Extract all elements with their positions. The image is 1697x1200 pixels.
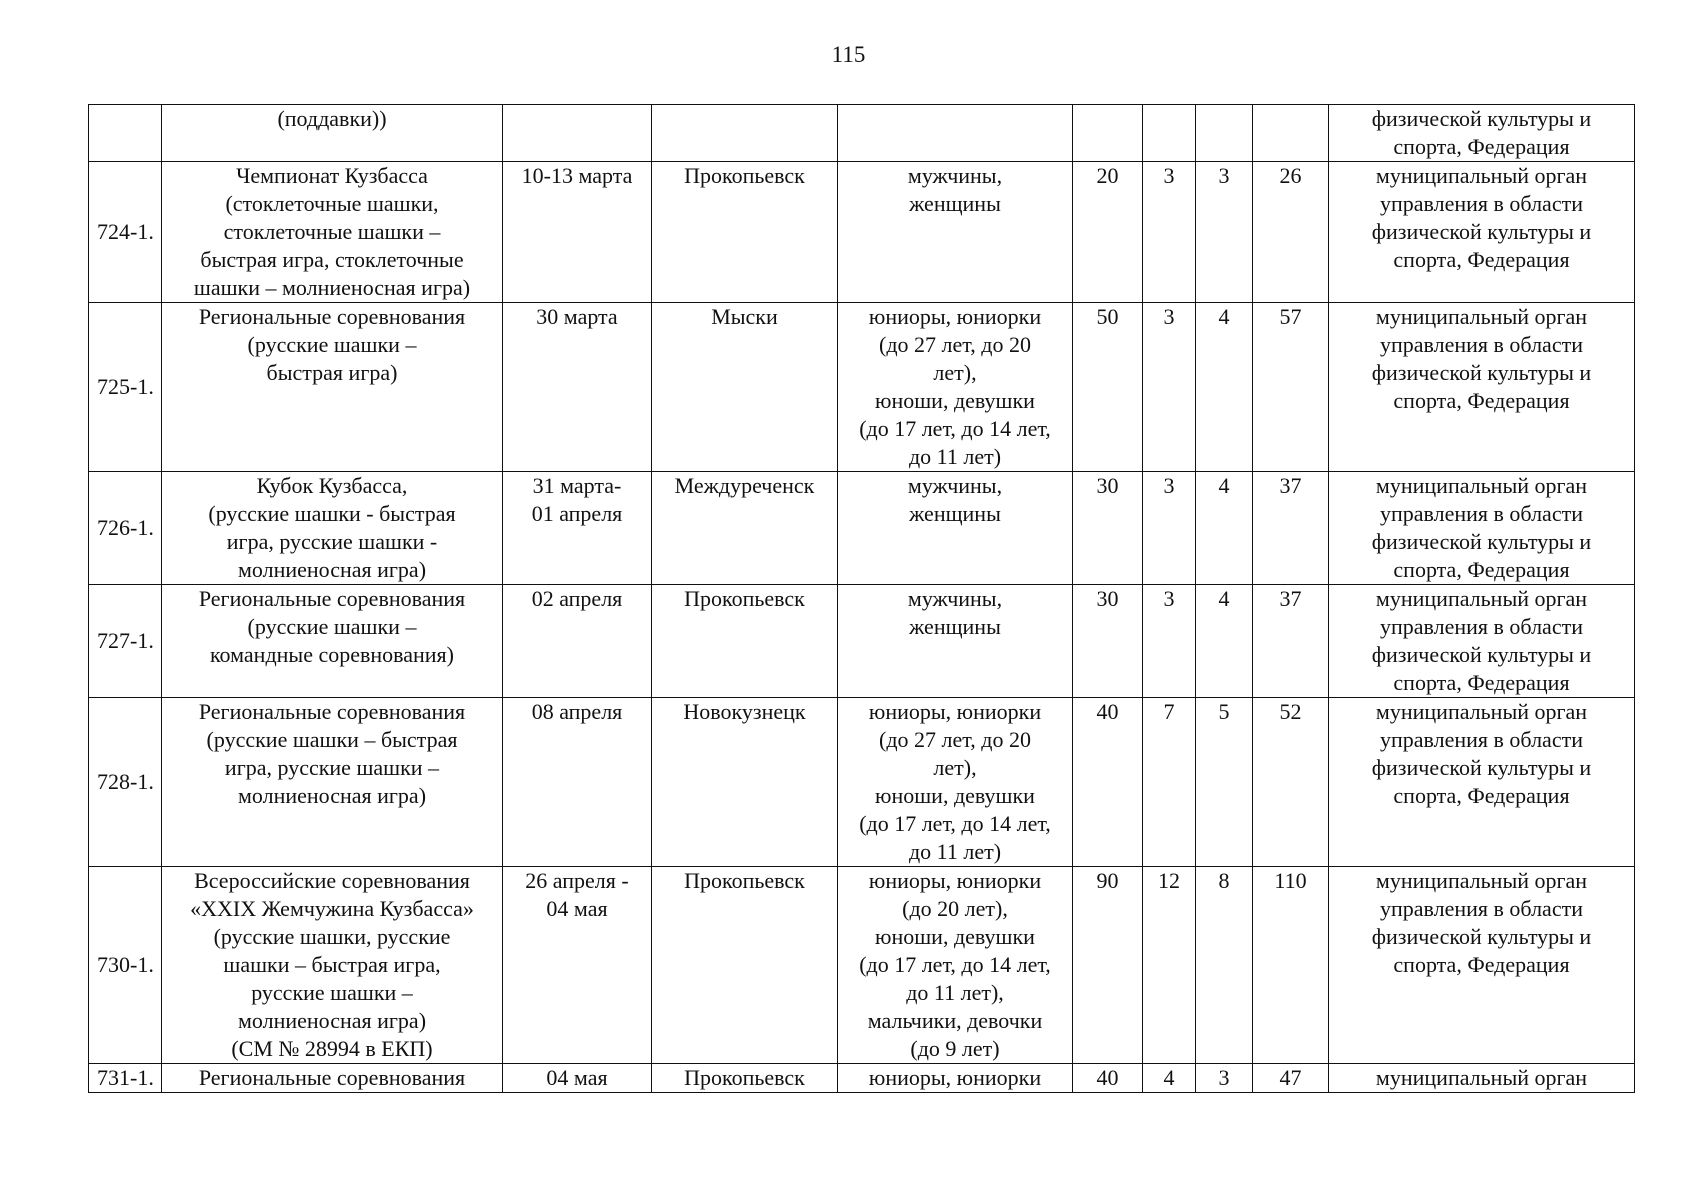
event-number-cell: 726-1. <box>89 472 162 585</box>
table-row <box>89 867 1635 1064</box>
participants-cell <box>838 105 1073 162</box>
coaches-count-cell: 3 <box>1143 303 1196 472</box>
total-count-cell: 52 <box>1253 698 1329 867</box>
event-place-cell: Прокопьевск <box>652 162 838 303</box>
athletes-count-cell: 40 <box>1073 698 1143 867</box>
coaches-count-cell: 4 <box>1143 1064 1196 1093</box>
organizer-cell: муниципальный орган управления в области физической культуры и спорта, Федерация <box>1329 162 1635 303</box>
event-dates-cell: 10-13 марта <box>503 162 652 303</box>
event-place-cell: Прокопьевск <box>652 1064 838 1093</box>
judges-count-cell <box>1196 105 1253 162</box>
event-name-cell: Региональные соревнования (русские шашки – быстрая игра, русские шашки – молниеносная игра) <box>162 698 503 867</box>
judges-count-cell: 4 <box>1196 585 1253 698</box>
event-place-cell: Прокопьевск <box>652 867 838 1064</box>
event-number-cell: 725-1. <box>89 303 162 472</box>
judges-count-cell: 8 <box>1196 867 1253 1064</box>
event-name-cell: Региональные соревнования (русские шашки – командные соревнования) <box>162 585 503 698</box>
organizer-cell: муниципальный орган управления в области физической культуры и спорта, Федерация <box>1329 698 1635 867</box>
organizer-cell: муниципальный орган управления в области физической культуры и спорта, Федерация <box>1329 867 1635 1064</box>
event-number-cell: 728-1. <box>89 698 162 867</box>
event-place-cell: Междуреченск <box>652 472 838 585</box>
event-dates-cell: 26 апреля - 04 мая <box>503 867 652 1064</box>
organizer-cell: муниципальный орган управления в области физической культуры и спорта, Федерация <box>1329 303 1635 472</box>
event-number-cell: 724-1. <box>89 162 162 303</box>
event-name-cell: Региональные соревнования (русские шашки – быстрая игра) <box>162 303 503 472</box>
organizer-cell: муниципальный орган <box>1329 1064 1635 1093</box>
table-row <box>89 162 1635 303</box>
judges-count-cell: 4 <box>1196 472 1253 585</box>
coaches-count-cell: 3 <box>1143 162 1196 303</box>
athletes-count-cell <box>1073 105 1143 162</box>
athletes-count-cell: 90 <box>1073 867 1143 1064</box>
athletes-count-cell: 30 <box>1073 472 1143 585</box>
coaches-count-cell: 7 <box>1143 698 1196 867</box>
event-name-cell: Всероссийские соревнования «XXIX Жемчужина Кузбасса» (русские шашки, русские шашки – быстрая игра, русские шашки – молниеносная игра) (СМ № 28994 в ЕКП) <box>162 867 503 1064</box>
total-count-cell: 37 <box>1253 585 1329 698</box>
event-name-cell: Чемпионат Кузбасса (стоклеточные шашки, стоклеточные шашки – быстрая игра, стоклеточные шашки – молниеносная игра) <box>162 162 503 303</box>
total-count-cell: 37 <box>1253 472 1329 585</box>
event-place-cell: Мыски <box>652 303 838 472</box>
event-number-cell <box>89 105 162 162</box>
table-row <box>89 105 1635 162</box>
event-dates-cell: 08 апреля <box>503 698 652 867</box>
coaches-count-cell: 3 <box>1143 472 1196 585</box>
judges-count-cell: 4 <box>1196 303 1253 472</box>
total-count-cell <box>1253 105 1329 162</box>
athletes-count-cell: 30 <box>1073 585 1143 698</box>
event-dates-cell: 04 мая <box>503 1064 652 1093</box>
event-dates-cell <box>503 105 652 162</box>
event-dates-cell: 02 апреля <box>503 585 652 698</box>
coaches-count-cell: 3 <box>1143 585 1196 698</box>
organizer-cell: муниципальный орган управления в области физической культуры и спорта, Федерация <box>1329 585 1635 698</box>
table-row <box>89 472 1635 585</box>
coaches-count-cell <box>1143 105 1196 162</box>
page-number: 115 <box>831 42 866 67</box>
athletes-count-cell: 40 <box>1073 1064 1143 1093</box>
judges-count-cell: 3 <box>1196 1064 1253 1093</box>
athletes-count-cell: 20 <box>1073 162 1143 303</box>
event-name-cell: Кубок Кузбасса, (русские шашки - быстрая игра, русские шашки - молниеносная игра) <box>162 472 503 585</box>
table-row <box>89 585 1635 698</box>
participants-cell: юниоры, юниорки (до 27 лет, до 20 лет), юноши, девушки (до 17 лет, до 14 лет, до 11 лет) <box>838 698 1073 867</box>
organizer-cell: муниципальный орган управления в области физической культуры и спорта, Федерация <box>1329 472 1635 585</box>
event-name-cell: (поддавки)) <box>162 105 503 162</box>
competition-schedule-table <box>88 104 1635 1093</box>
judges-count-cell: 5 <box>1196 698 1253 867</box>
athletes-count-cell: 50 <box>1073 303 1143 472</box>
table-row <box>89 1064 1635 1093</box>
participants-cell: юниоры, юниорки (до 20 лет), юноши, девушки (до 17 лет, до 14 лет, до 11 лет), мальчики, девочки (до 9 лет) <box>838 867 1073 1064</box>
total-count-cell: 26 <box>1253 162 1329 303</box>
event-place-cell <box>652 105 838 162</box>
total-count-cell: 47 <box>1253 1064 1329 1093</box>
participants-cell: юниоры, юниорки <box>838 1064 1073 1093</box>
event-number-cell: 730-1. <box>89 867 162 1064</box>
event-place-cell: Новокузнецк <box>652 698 838 867</box>
coaches-count-cell: 12 <box>1143 867 1196 1064</box>
table-row <box>89 303 1635 472</box>
event-name-cell: Региональные соревнования <box>162 1064 503 1093</box>
judges-count-cell: 3 <box>1196 162 1253 303</box>
total-count-cell: 110 <box>1253 867 1329 1064</box>
total-count-cell: 57 <box>1253 303 1329 472</box>
organizer-cell: физической культуры и спорта, Федерация <box>1329 105 1635 162</box>
event-dates-cell: 30 марта <box>503 303 652 472</box>
participants-cell: юниоры, юниорки (до 27 лет, до 20 лет), юноши, девушки (до 17 лет, до 14 лет, до 11 лет) <box>838 303 1073 472</box>
participants-cell: мужчины, женщины <box>838 472 1073 585</box>
participants-cell: мужчины, женщины <box>838 162 1073 303</box>
participants-cell: мужчины, женщины <box>838 585 1073 698</box>
event-number-cell: 731-1. <box>89 1064 162 1093</box>
event-place-cell: Прокопьевск <box>652 585 838 698</box>
table-body <box>89 105 1635 1093</box>
event-number-cell: 727-1. <box>89 585 162 698</box>
table-row <box>89 698 1635 867</box>
event-dates-cell: 31 марта- 01 апреля <box>503 472 652 585</box>
